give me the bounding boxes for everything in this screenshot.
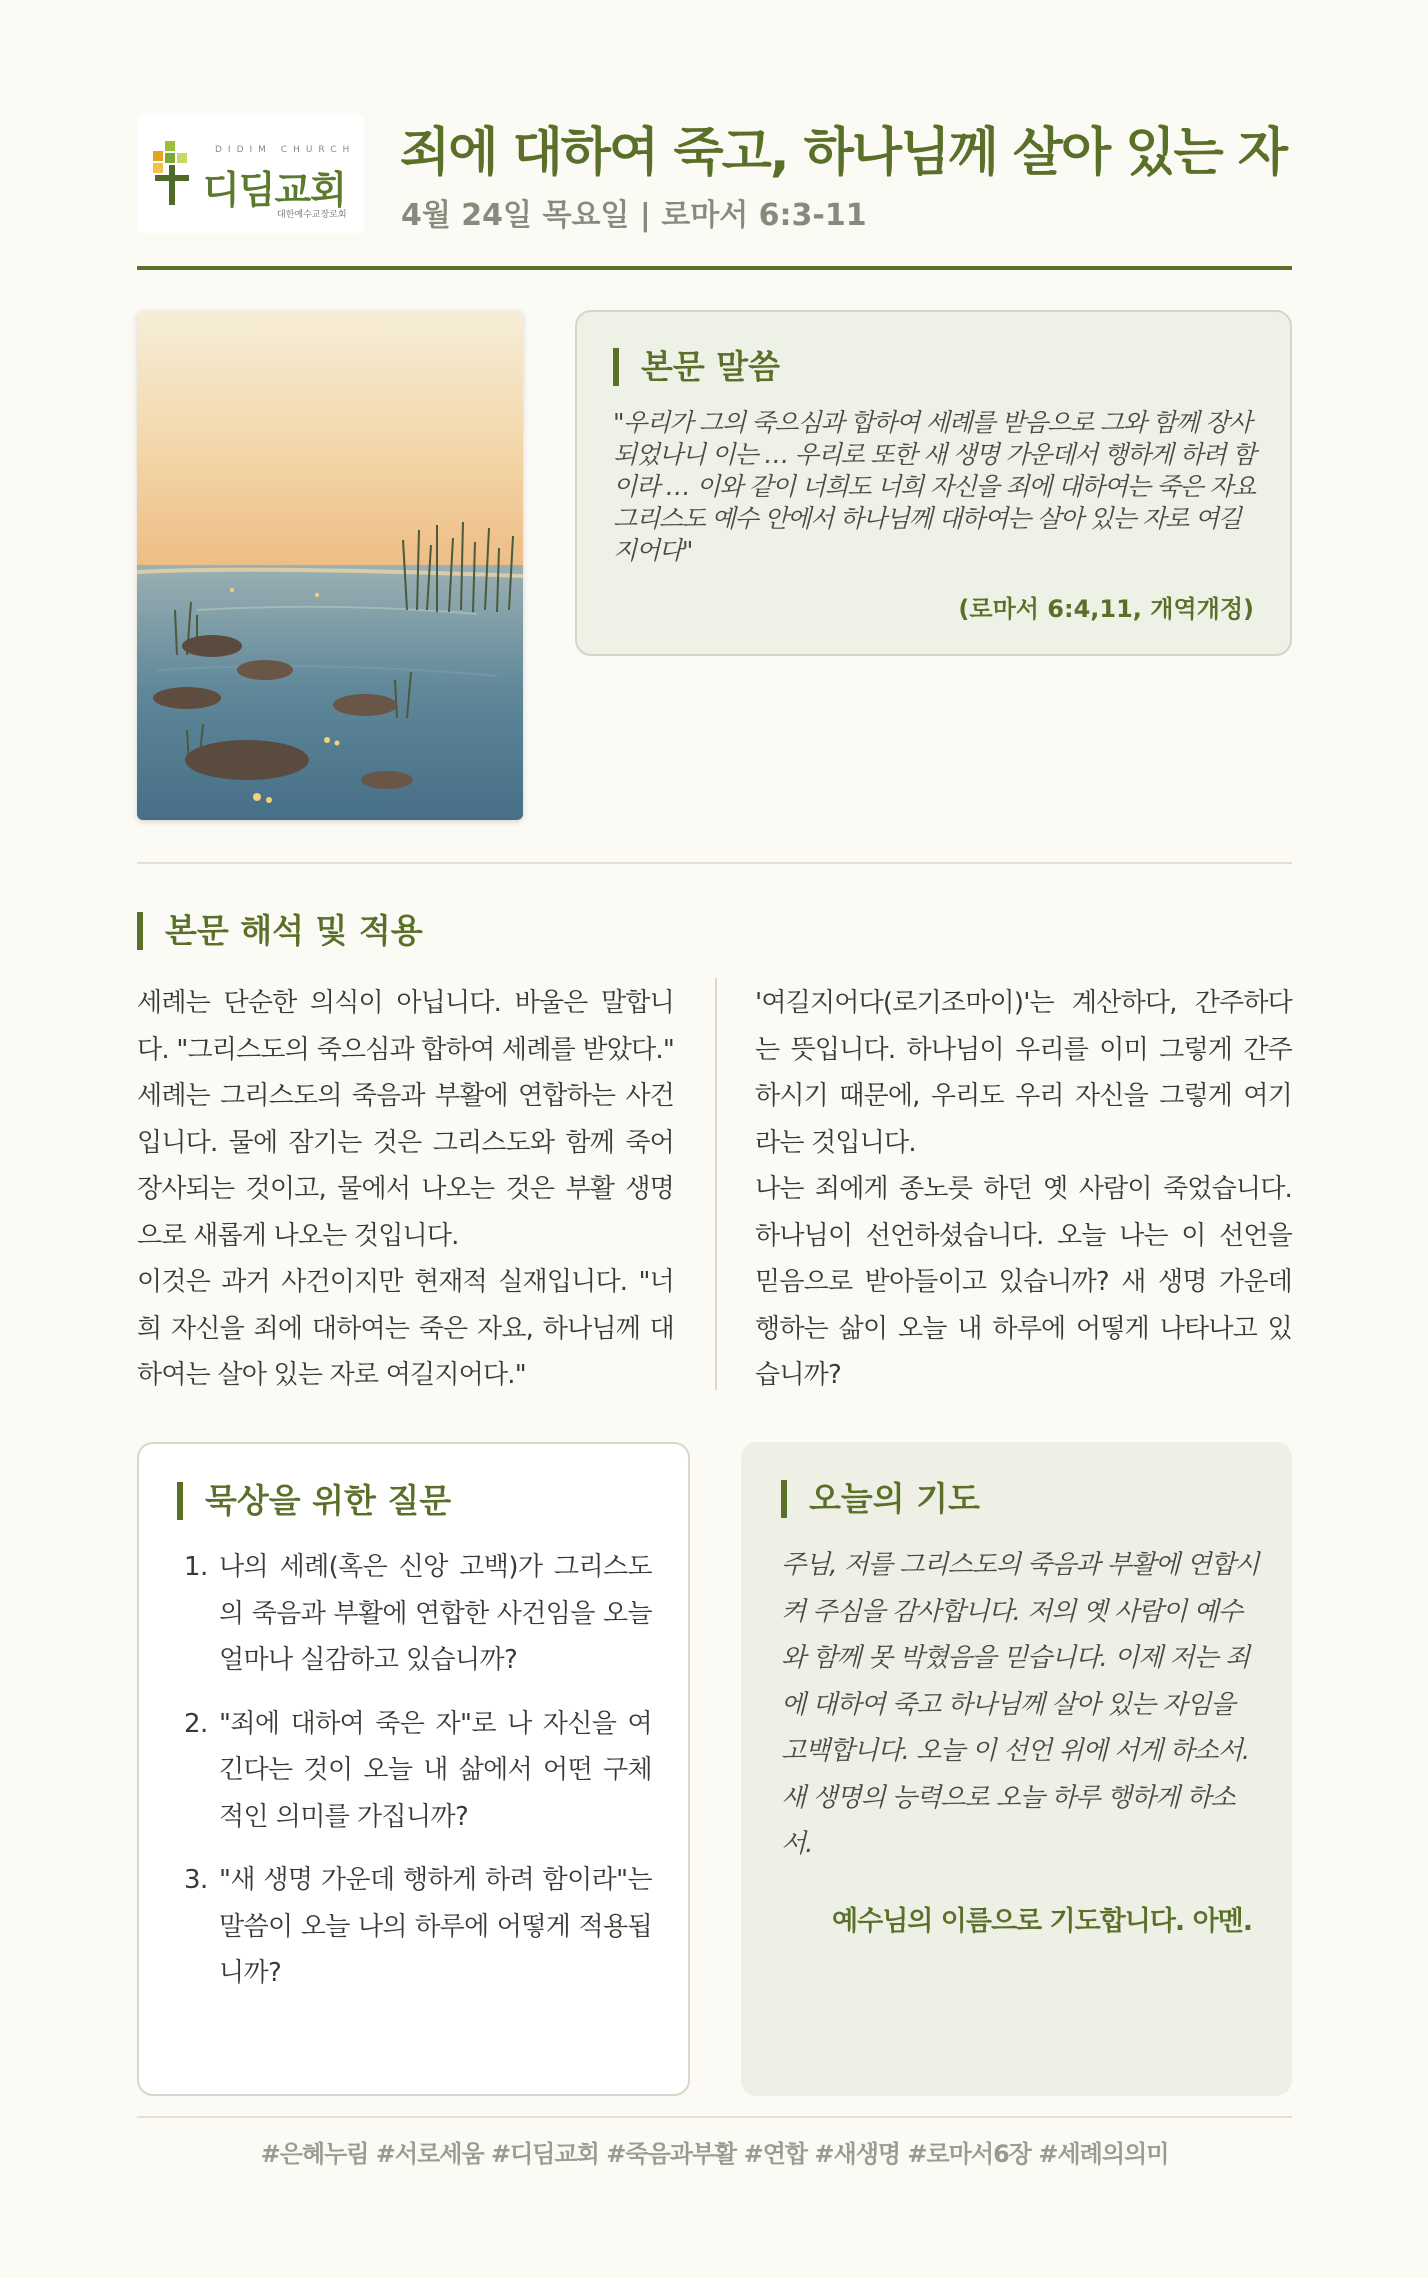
question-number: 2. [184, 1708, 208, 1739]
page-subtitle: 4월 24일 목요일 | 로마서 6:3-11 [401, 198, 867, 233]
question-item [184, 1544, 652, 1684]
scripture-heading: 본문 말씀 [613, 348, 780, 386]
prayer-heading: 오늘의 기도 [781, 1480, 980, 1518]
scripture-text: "우리가 그의 죽으심과 합하여 세례를 받음으로 그와 함께 장사되었나니 이는 … 우리로 또한 새 생명 가운데서 행하게 하려 함이라 … 이와 같이 너희도 너희 자신을 죄에 대하여는 죽은 자요 그리스도 예수 안에서 하나님께 대하여는 살아 있는 자로 여길지어다" [613, 408, 1256, 565]
question-text: "새 생명 가운데 행하게 하려 함이라"는 말씀이 오늘 나의 하루에 어떻게 적용됩니까? [219, 1865, 652, 1988]
page-title: 죄에 대하여 죽고, 하나님께 살아 있는 자 [400, 123, 1287, 183]
questions-list [184, 1544, 652, 2014]
logo-name: 디딤교회 [203, 168, 346, 212]
column-divider [715, 978, 717, 1390]
scripture-reference: (로마서 6:4,11, 개역개정) [958, 595, 1254, 623]
question-number: 3. [184, 1865, 208, 1895]
questions-box [137, 1442, 690, 2096]
interpretation-left-column [137, 980, 674, 1399]
interpretation-paragraph: 나는 죄에게 종노릇 하던 옛 사람이 죽었습니다. 하나님이 선언하셨습니다. 오늘 나는 이 선언을 믿음으로 받아들이고 있습니까? 새 생명 가운데 행하는 삶이 오늘 내 하루에 어떻게 나타나고 있습니까? [755, 1174, 1292, 1390]
question-item [184, 1857, 652, 1997]
question-text: "죄에 대하여 죽은 자"로 나 자신을 여긴다는 것이 오늘 내 삶에서 어떤 구체적인 의미를 가집니까? [219, 1708, 652, 1832]
interpretation-paragraph: '여길지어다(로기조마이)'는 계산하다, 간주하다는 뜻입니다. 하나님이 우리를 이미 그렇게 간주하시기 때문에, 우리도 우리 자신을 그렇게 여기라는 것입니다. [755, 988, 1292, 1158]
logo-english: DIDIM CHURCH [215, 145, 356, 155]
header-divider [137, 266, 1292, 270]
interpretation-paragraph: 이것은 과거 사건이지만 현재적 실재입니다. "너희 자신을 죄에 대하여는 죽은 자요, 하나님께 대하여는 살아 있는 자로 여길지어다." [137, 1267, 674, 1390]
footer-divider [137, 2116, 1292, 2118]
question-text: 나의 세례(혹은 신앙 고백)가 그리스도의 죽음과 부활에 연합한 사건임을 오늘 얼마나 실감하고 있습니까? [219, 1552, 652, 1675]
lake-image [137, 310, 523, 820]
prayer-text: 주님, 저를 그리스도의 죽음과 부활에 연합시켜 주심을 감사합니다. 저의 옛 사람이 예수와 함께 못 박혔음을 믿습니다. 이제 저는 죄에 대하여 죽고 하나님께 살아 있는 자임을 고백합니다. 오늘 이 선언 위에 서게 하소서. 새 생명의 능력으로 오늘 하루 행하게 하소서. [781, 1550, 1259, 1859]
interpretation-right-column [755, 980, 1292, 1399]
hashtags: #은혜누림 #서로세움 #디딤교회 #죽음과부활 #연합 #새생명 #로마서6장 #세례의의미 [260, 2140, 1169, 2168]
cross-logo-icon [151, 137, 203, 207]
scripture-box [575, 310, 1292, 656]
church-logo [137, 115, 364, 233]
question-number: 1. [184, 1552, 208, 1582]
lake-illustration [137, 310, 523, 820]
questions-heading: 묵상을 위한 질문 [177, 1482, 451, 1520]
section-divider [137, 862, 1292, 864]
question-item [184, 1701, 652, 1841]
prayer-box [741, 1442, 1292, 2096]
interpretation-heading: 본문 해석 및 적용 [137, 912, 423, 950]
interpretation-paragraph: 세례는 단순한 의식이 아닙니다. 바울은 말합니다. "그리스도의 죽으심과 합하여 세례를 받았다." 세례는 그리스도의 죽음과 부활에 연합하는 사건입니다. 물에 잠기는 것은 그리스도와 함께 죽어 장사되는 것이고, 물에서 나오는 것은 부활 생명으로 새롭게 나오는 것입니다. [137, 988, 674, 1251]
logo-denomination: 대한예수교장로회 [277, 210, 347, 220]
prayer-closing: 예수님의 이름으로 기도합니다. 아멘. [832, 1906, 1252, 1937]
